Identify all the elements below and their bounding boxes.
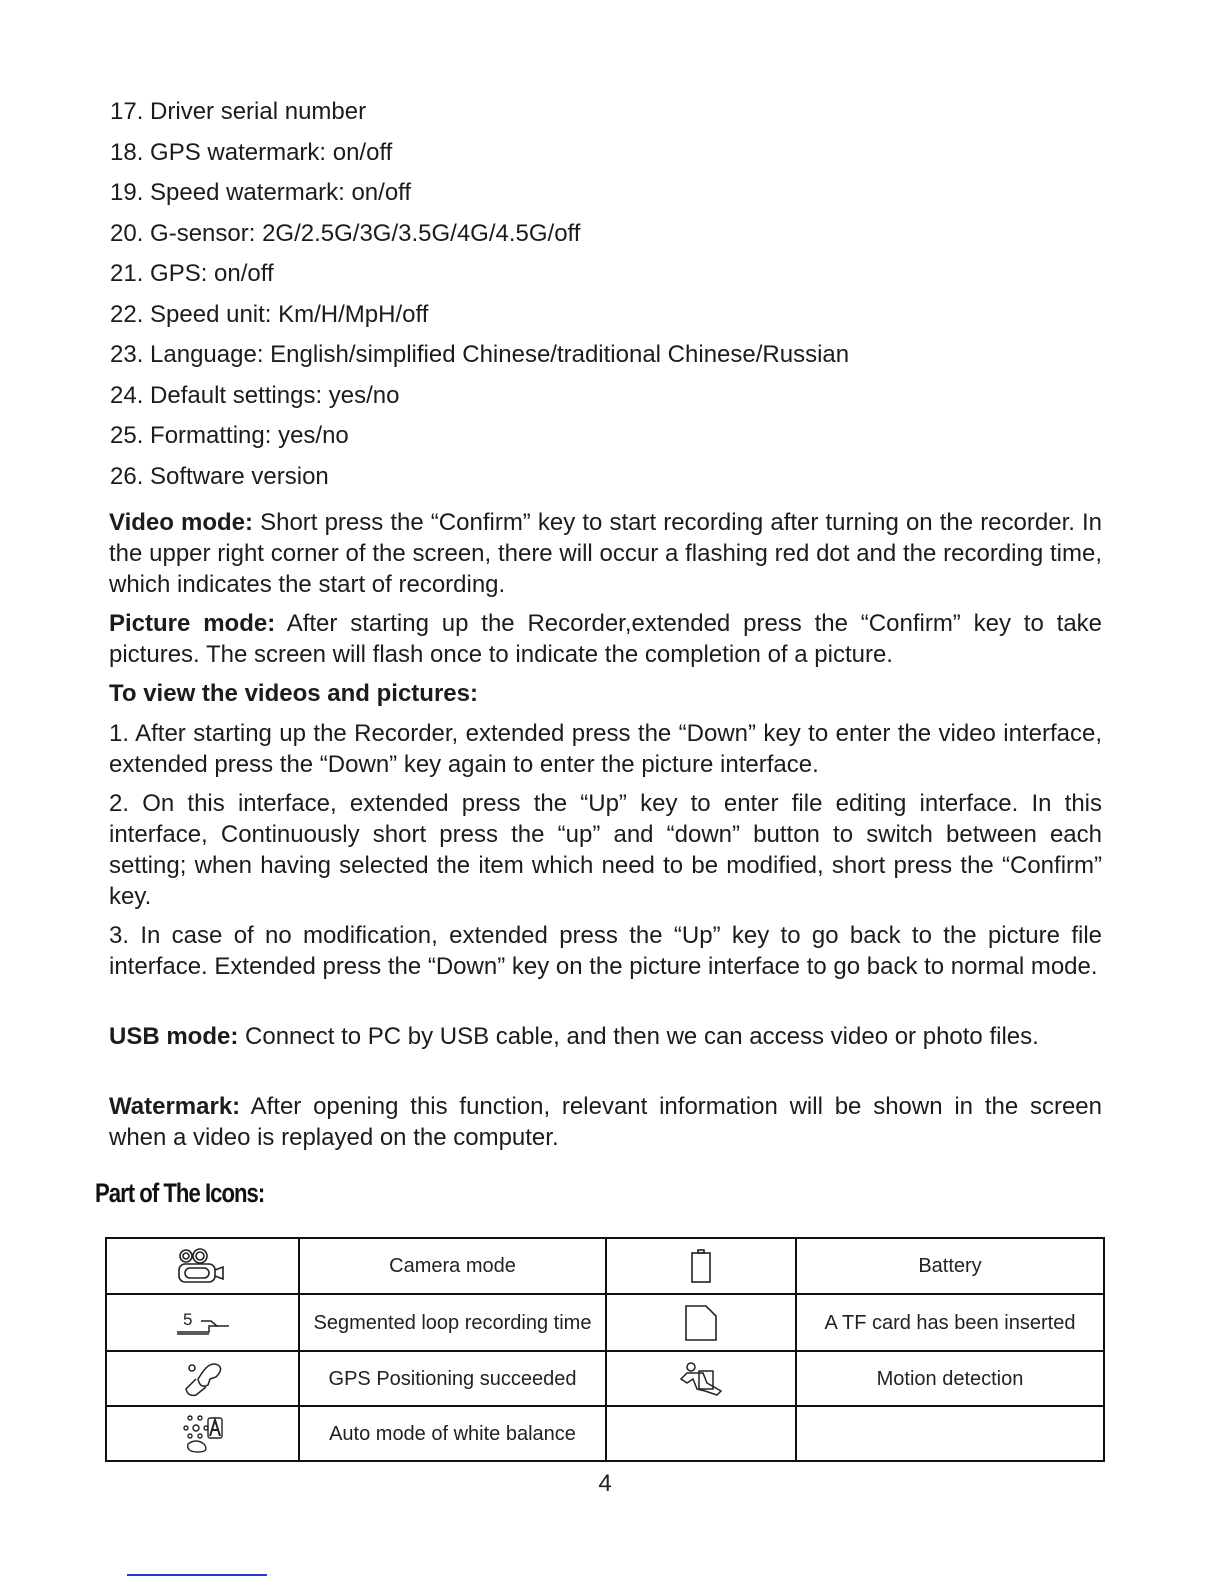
icon-label: Auto mode of white balance bbox=[299, 1406, 606, 1461]
picture-mode-label: Picture mode: bbox=[109, 610, 276, 637]
picture-mode-text: After starting up the Recorder,extended press the “Confirm” key to take pictures. The screen will flash once to indicate the completion of a picture. bbox=[109, 610, 1103, 668]
settings-list bbox=[110, 92, 849, 497]
icons-table bbox=[105, 1237, 1105, 1462]
view-section-heading: To view the videos and pictures: bbox=[109, 680, 478, 707]
icon-label: GPS Positioning succeeded bbox=[299, 1351, 606, 1406]
empty-label-cell bbox=[796, 1406, 1104, 1461]
icon-label: Motion detection bbox=[796, 1351, 1104, 1406]
video-mode-text: Short press the “Confirm” key to start recording after turning on the recorder. In the upper right corner of the screen, there will occur a flashing red dot and the recording time, which indicates the start of recording. bbox=[109, 509, 1103, 598]
list-item: 21. GPS: on/off bbox=[110, 260, 274, 287]
motion-detection-icon bbox=[606, 1351, 796, 1406]
table-row bbox=[106, 1406, 1104, 1461]
usb-mode-paragraph bbox=[109, 1021, 1102, 1052]
list-item: 19. Speed watermark: on/off bbox=[110, 179, 412, 206]
table-row bbox=[106, 1294, 1104, 1351]
table-row bbox=[106, 1351, 1104, 1406]
list-item: 22. Speed unit: Km/H/MpH/off bbox=[110, 300, 429, 328]
list-item: 17. Driver serial number bbox=[110, 98, 367, 125]
link-underline bbox=[127, 1574, 267, 1576]
list-item: 20. G-sensor: 2G/2.5G/3G/3.5G/4G/4.5G/off bbox=[110, 219, 581, 247]
list-item: 24. Default settings: yes/no bbox=[110, 381, 400, 409]
svg-text:5: 5 bbox=[182, 1309, 192, 1329]
watermark-text: After opening this function, relevant information will be shown in the screen when a video is replayed on the computer. bbox=[109, 1093, 1102, 1151]
battery-icon bbox=[606, 1238, 796, 1294]
view-step-1: 1. After starting up the Recorder, extended press the “Down” key to enter the video interface, extended press the “Down” key again to enter the picture interface. bbox=[109, 720, 1102, 778]
usb-mode-label: USB mode: bbox=[109, 1023, 239, 1050]
icons-section-title: Part of The Icons: bbox=[95, 1178, 265, 1208]
watermark-label: Watermark: bbox=[109, 1093, 241, 1120]
table-row bbox=[106, 1238, 1104, 1294]
list-item: 18. GPS watermark: on/off bbox=[110, 138, 393, 166]
picture-mode-paragraph bbox=[109, 608, 1102, 670]
video-mode-label: Video mode: bbox=[109, 509, 254, 536]
icon-label: A TF card has been inserted bbox=[796, 1294, 1104, 1351]
list-item: 26. Software version bbox=[110, 462, 329, 490]
gps-icon bbox=[106, 1351, 299, 1406]
empty-icon-cell bbox=[606, 1406, 796, 1461]
page-number: 4 bbox=[598, 1470, 612, 1497]
list-item: 23. Language: English/simplified Chinese/traditional Chinese/Russian bbox=[110, 341, 850, 368]
icon-label: Camera mode bbox=[299, 1238, 606, 1294]
icon-label: Segmented loop recording time bbox=[299, 1294, 606, 1351]
camera-mode-icon bbox=[106, 1238, 299, 1294]
view-step-3: 3. In case of no modification, extended press the “Up” key to go back to the picture file interface. Extended press the “Down” key on the picture interface to go back to normal mode. bbox=[109, 922, 1102, 980]
watermark-paragraph bbox=[109, 1091, 1102, 1153]
icon-label: Battery bbox=[796, 1238, 1104, 1294]
tf-card-icon bbox=[606, 1294, 796, 1351]
loop-recording-icon bbox=[106, 1294, 299, 1351]
list-item: 25. Formatting: yes/no bbox=[110, 422, 349, 449]
white-balance-auto-icon bbox=[106, 1406, 299, 1461]
view-step-2: 2. On this interface, extended press the “Up” key to enter file editing interface. In this interface, Continuously short press the “up” and “down” button to switch between each setting; when having selected the item which need to be modified, short press the “Confirm” key. bbox=[109, 790, 1102, 910]
video-mode-paragraph bbox=[109, 507, 1102, 600]
usb-mode-text: Connect to PC by USB cable, and then we can access video or photo files. bbox=[238, 1023, 1039, 1050]
